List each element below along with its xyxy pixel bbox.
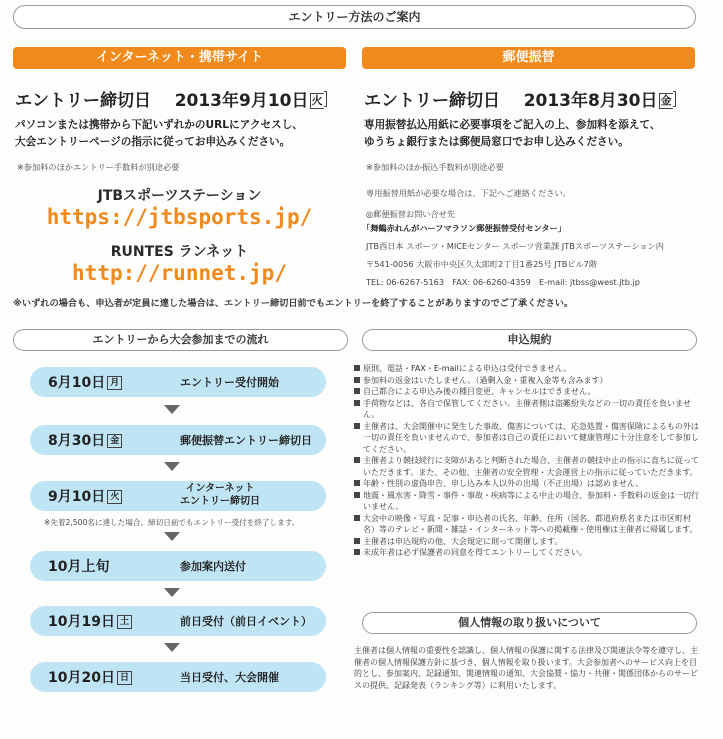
internet-fee-note: ※参加料のほかエントリー手数料が別途必要 — [17, 162, 180, 172]
bullet-icon — [354, 492, 360, 498]
rule-text: 参加料の返金はいたしません。（過剰入金・重複入金等も含みます） — [363, 375, 608, 385]
bullet-icon — [354, 388, 360, 394]
internet-description — [15, 117, 345, 151]
flow-arrow-icon — [164, 532, 180, 541]
desc-line: パソコンまたは携帯から下記いずれかのURLにアクセスし、 — [15, 119, 303, 131]
flow-step — [30, 606, 326, 636]
bullet-icon — [354, 538, 360, 544]
flow-date — [48, 486, 122, 506]
bullet-icon — [354, 549, 360, 555]
jtb-site-name: JTBスポーツステーション — [97, 188, 262, 204]
rule-item — [354, 386, 702, 398]
flow-date — [48, 372, 122, 392]
internet-deadline — [15, 86, 327, 111]
bullet-icon — [354, 457, 360, 463]
runnet-site-name: RUNTES ランネット — [110, 244, 249, 260]
step-date: 10月上旬 — [48, 559, 110, 575]
step-label: 当日受付、大会開催 — [180, 671, 279, 684]
flow-note: ※先着2,500名に達した場合、締切日前でもエントリー受付を終了します。 — [44, 518, 300, 527]
deadline-dow: 金 — [660, 94, 672, 107]
step-dow: 月 — [107, 376, 122, 390]
bullet-icon — [354, 377, 360, 383]
rule-text: 主催者より競技続行に支障があると判断された場合、主催者の競技中止の指示に直ちに従っていただきます。また、その他、主催者の安全管理・大会運営上の指示に従っていただきます。 — [363, 456, 699, 477]
rules-list — [354, 363, 702, 559]
flow-date — [48, 430, 122, 450]
flow-step — [30, 551, 326, 581]
step-dow: 日 — [117, 671, 132, 685]
postal-contact-tel: TEL: 06-6267-5163 FAX: 06-6260-4359 E-mail: jtbss@west.jtb.jp — [366, 277, 641, 287]
postal-section-bar: 郵便振替 — [362, 47, 695, 69]
postal-contact-org: JTB西日本 スポーツ・MICEセンター スポーツ営業課 JTBスポーツステーション内 — [366, 241, 664, 251]
step-date: 9月10日 — [48, 489, 106, 505]
bullet-icon — [354, 515, 360, 521]
rule-text: 主催者は、大会開催中に発生した事故、傷害については、応急処置・傷害保険によるもの外は一切の責任を負いませんので、参加者は自己の責任において健康管理に十分注意をして参加してください。 — [363, 421, 699, 454]
runnet-site-link[interactable]: http://runnet.jp/ — [72, 261, 287, 285]
rule-text: 原則、電話・FAX・E-mailによる申込は受付できません。 — [363, 364, 572, 373]
rule-item — [354, 398, 702, 421]
postal-description — [364, 117, 704, 151]
privacy-title: 個人情報の取り扱いについて — [362, 612, 697, 634]
page-title: エントリー方法のご案内 — [13, 5, 696, 29]
rule-item — [354, 363, 702, 375]
desc-line: 大会エントリーページの指示に従ってお申込みください。 — [15, 136, 291, 148]
rule-item — [354, 490, 702, 513]
rule-item — [354, 455, 702, 478]
desc-line: 専用振替払込用紙に必要事項をご記入の上、参加料を添えて、 — [364, 119, 661, 131]
rule-item — [354, 421, 702, 456]
flow-date — [48, 667, 132, 687]
step-label-line: エントリー締切日 — [180, 496, 260, 507]
step-label-line: インターネット — [185, 483, 255, 494]
step-dow: 火 — [107, 490, 122, 504]
step-dow: 土 — [117, 615, 132, 629]
jtb-site-link[interactable]: https://jtbsports.jp/ — [46, 205, 313, 229]
bullet-icon — [354, 400, 360, 406]
rule-text: 手荷物などは、各自で保管してください。主催者側は盗難紛失などの一切の責任を負いません。 — [363, 398, 691, 419]
step-label: エントリー受付開始 — [180, 376, 279, 389]
internet-section-bar: インターネット・携帯サイト — [13, 47, 346, 69]
privacy-text: 主催者は個人情報の重要性を認識し、個人情報の保護に関する法律及び関連法令等を遵守し、主催者の個人情報保護方針に基づき、個人情報を取り扱います。大会参加者へのサービス向上を目的とし、参加案内、記録通知、関連情報の通知、大会協賛・協力・共催・関係団体からのサービスの提供、記録発表（ランキング等）に利用いたします。 — [354, 646, 698, 690]
step-label: 前日受付（前日イベント） — [180, 615, 312, 628]
postal-contact-title: ◎郵便振替お問い合せ先 — [366, 209, 456, 219]
bullet-icon — [354, 480, 360, 486]
postal-contact-address: 〒541-0056 大阪市中央区久太郎町2丁目1番25号 JTBビル7階 — [366, 259, 598, 269]
bullet-icon — [354, 423, 360, 429]
flow-title: エントリーから大会参加までの流れ — [13, 329, 348, 351]
step-label — [180, 482, 260, 508]
step-date: 8月30日 — [48, 433, 106, 449]
postal-deadline — [364, 86, 676, 111]
postal-form-note: 専用振替用紙が必要な場合は、下記へご連絡ください。 — [366, 188, 571, 198]
deadline-label: エントリー締切日 — [15, 91, 151, 111]
step-dow: 金 — [107, 434, 122, 448]
flow-arrow-icon — [164, 643, 180, 652]
deadline-date: 2013年8月30日 — [523, 91, 658, 111]
step-date: 10月20日 — [48, 670, 115, 686]
postal-contact-name: 「舞鶴赤れんがハーフマラソン郵便振替受付センター」 — [362, 223, 566, 233]
rule-item — [354, 513, 702, 536]
flow-step — [30, 367, 326, 397]
rules-title: 申込規約 — [362, 329, 697, 351]
rule-text: 未成年者は必ず保護者の同意を得てエントリーしてください。 — [363, 548, 587, 557]
rule-text: 自己都合による申込み後の種目変更、キャンセルはできません。 — [363, 387, 596, 396]
deadline-label: エントリー締切日 — [364, 91, 500, 111]
rule-text: 主催者は申込規約の他、大会規定に則って開催します。 — [363, 536, 563, 546]
rule-item — [354, 547, 702, 559]
flow-step — [30, 481, 326, 511]
flow-date — [48, 611, 132, 631]
rule-item — [354, 478, 702, 490]
step-date: 10月19日 — [48, 614, 115, 630]
postal-fee-note: ※参加料のほか振込手数料が別途必要 — [366, 162, 504, 172]
rule-item — [354, 375, 702, 387]
step-label: 郵便振替エントリー締切日 — [180, 434, 312, 447]
deadline-dow: 火 — [311, 94, 323, 107]
flow-arrow-icon — [164, 462, 180, 471]
bullet-icon — [354, 365, 360, 371]
rule-text: 地震・風水害・降雪・事件・事故・疾病等による中止の場合、参加料・手数料の返金は一切行いません。 — [363, 490, 699, 511]
step-label: 参加案内送付 — [180, 560, 246, 573]
flow-step — [30, 662, 326, 692]
step-date: 6月10日 — [48, 375, 106, 391]
flow-date — [48, 556, 109, 576]
rule-text: 大会中の映像・写真・記事・申込者の氏名、年齢、住所（国名、都道府県名または市区町村名）等のテレビ・新聞・雑誌・インターネット等への掲載権・使用権は主催者に帰属します。 — [363, 513, 698, 534]
flow-arrow-icon — [164, 588, 180, 597]
flow-arrow-icon — [164, 405, 180, 414]
deadline-date: 2013年9月10日 — [174, 91, 309, 111]
rule-item — [354, 536, 702, 548]
flow-step — [30, 425, 326, 455]
desc-line: ゆうちょ銀行または郵便局窓口でお申し込みください。 — [364, 136, 629, 148]
capacity-notice: ※いずれの場合も、申込者が定員に達した場合は、エントリー締切日前でもエントリーを終了することがありますのでご了承ください。 — [13, 298, 574, 309]
rule-text: 年齢・性別の虚偽申告、申し込み本人以外の出場（不正出場）は認めません。 — [363, 479, 644, 488]
